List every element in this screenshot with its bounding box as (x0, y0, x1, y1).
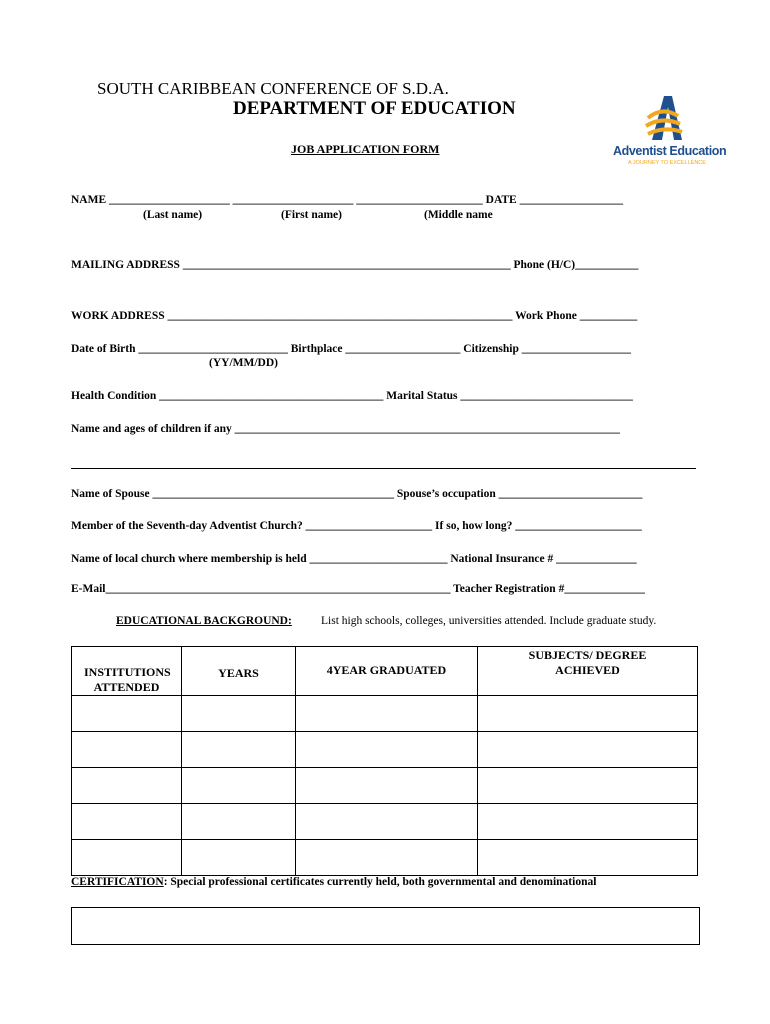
table-cell[interactable] (72, 840, 182, 876)
table-cell[interactable] (478, 696, 698, 732)
table-cell[interactable] (72, 804, 182, 840)
adventist-education-logo (612, 90, 727, 170)
col-subjects-degree: SUBJECTS/ DEGREE ACHIEVED (478, 647, 698, 696)
table-cell[interactable] (182, 732, 296, 768)
table-cell[interactable] (72, 732, 182, 768)
certification-line (71, 876, 596, 888)
table-cell[interactable] (478, 768, 698, 804)
logo-tagline: A JOURNEY TO EXCELLENCE (628, 160, 706, 166)
dob-format-hint: (YY/MM/DD) (209, 357, 278, 369)
children-continuation-line[interactable] (71, 468, 696, 469)
table-cell[interactable] (296, 732, 478, 768)
table-cell[interactable] (296, 840, 478, 876)
col-years: YEARS (182, 647, 296, 696)
table-row[interactable] (72, 732, 698, 768)
sda-membership-field[interactable]: Member of the Seventh-day Adventist Church? ______________________ If so, how long? ______________________ (71, 520, 642, 532)
certification-heading: CERTIFICATION (71, 876, 164, 888)
table-cell[interactable] (182, 768, 296, 804)
col-year-graduated: 4YEAR GRADUATED (296, 647, 478, 696)
form-title: JOB APPLICATION FORM (291, 142, 440, 156)
table-row[interactable] (72, 696, 698, 732)
certification-input-box[interactable] (71, 907, 700, 945)
table-cell[interactable] (478, 804, 698, 840)
table-row[interactable] (72, 804, 698, 840)
table-cell[interactable] (182, 696, 296, 732)
table-cell[interactable] (182, 804, 296, 840)
mailing-address-field[interactable]: MAILING ADDRESS _________________________________________________________ Phone (H/C)___________ (71, 259, 639, 271)
health-condition-field[interactable]: Health Condition _______________________________________ Marital Status ______________________________ (71, 390, 633, 402)
last-name-hint: (Last name) (143, 209, 203, 221)
local-church-field[interactable]: Name of local church where membership is held ________________________ National Insurance # ______________ (71, 553, 637, 565)
table-cell[interactable] (296, 768, 478, 804)
table-cell[interactable] (478, 840, 698, 876)
logo-name: Adventist Education (613, 144, 727, 158)
table-row[interactable] (72, 768, 698, 804)
education-note: List high schools, colleges, universities attended. Include graduate study. (321, 615, 657, 627)
table-cell[interactable] (296, 804, 478, 840)
first-name-hint: (First name) (281, 209, 342, 221)
logo-mark-icon (612, 90, 727, 170)
spouse-field[interactable]: Name of Spouse __________________________________________ Spouse’s occupation _________________________ (71, 488, 643, 500)
work-address-field[interactable]: WORK ADDRESS ____________________________________________________________ Work Phone __________ (71, 310, 638, 322)
certification-text: : Special professional certificates currently held, both governmental and denominational (163, 876, 597, 888)
table-row[interactable] (72, 840, 698, 876)
table-cell[interactable] (478, 732, 698, 768)
department-title: DEPARTMENT OF EDUCATION (233, 98, 516, 119)
name-row[interactable]: NAME _____________________ _____________________ ______________________ DATE __________________ (71, 194, 624, 206)
table-cell[interactable] (182, 840, 296, 876)
education-heading: EDUCATIONAL BACKGROUND: (116, 615, 292, 627)
table-header-row (72, 647, 698, 696)
col-institutions: INSTITUTIONS ATTENDED (72, 647, 182, 696)
table-cell[interactable] (72, 696, 182, 732)
children-field[interactable]: Name and ages of children if any ___________________________________________________________________ (71, 423, 620, 435)
education-table (71, 646, 698, 876)
org-title: SOUTH CARIBBEAN CONFERENCE OF S.D.A. (97, 79, 449, 98)
email-field[interactable]: E-Mail____________________________________________________________ Teacher Registration #______________ (71, 583, 645, 595)
table-cell[interactable] (72, 768, 182, 804)
date-of-birth-field[interactable]: Date of Birth __________________________ Birthplace ____________________ Citizenship ___________________ (71, 343, 631, 355)
table-cell[interactable] (296, 696, 478, 732)
middle-name-hint: (Middle name (424, 209, 493, 221)
